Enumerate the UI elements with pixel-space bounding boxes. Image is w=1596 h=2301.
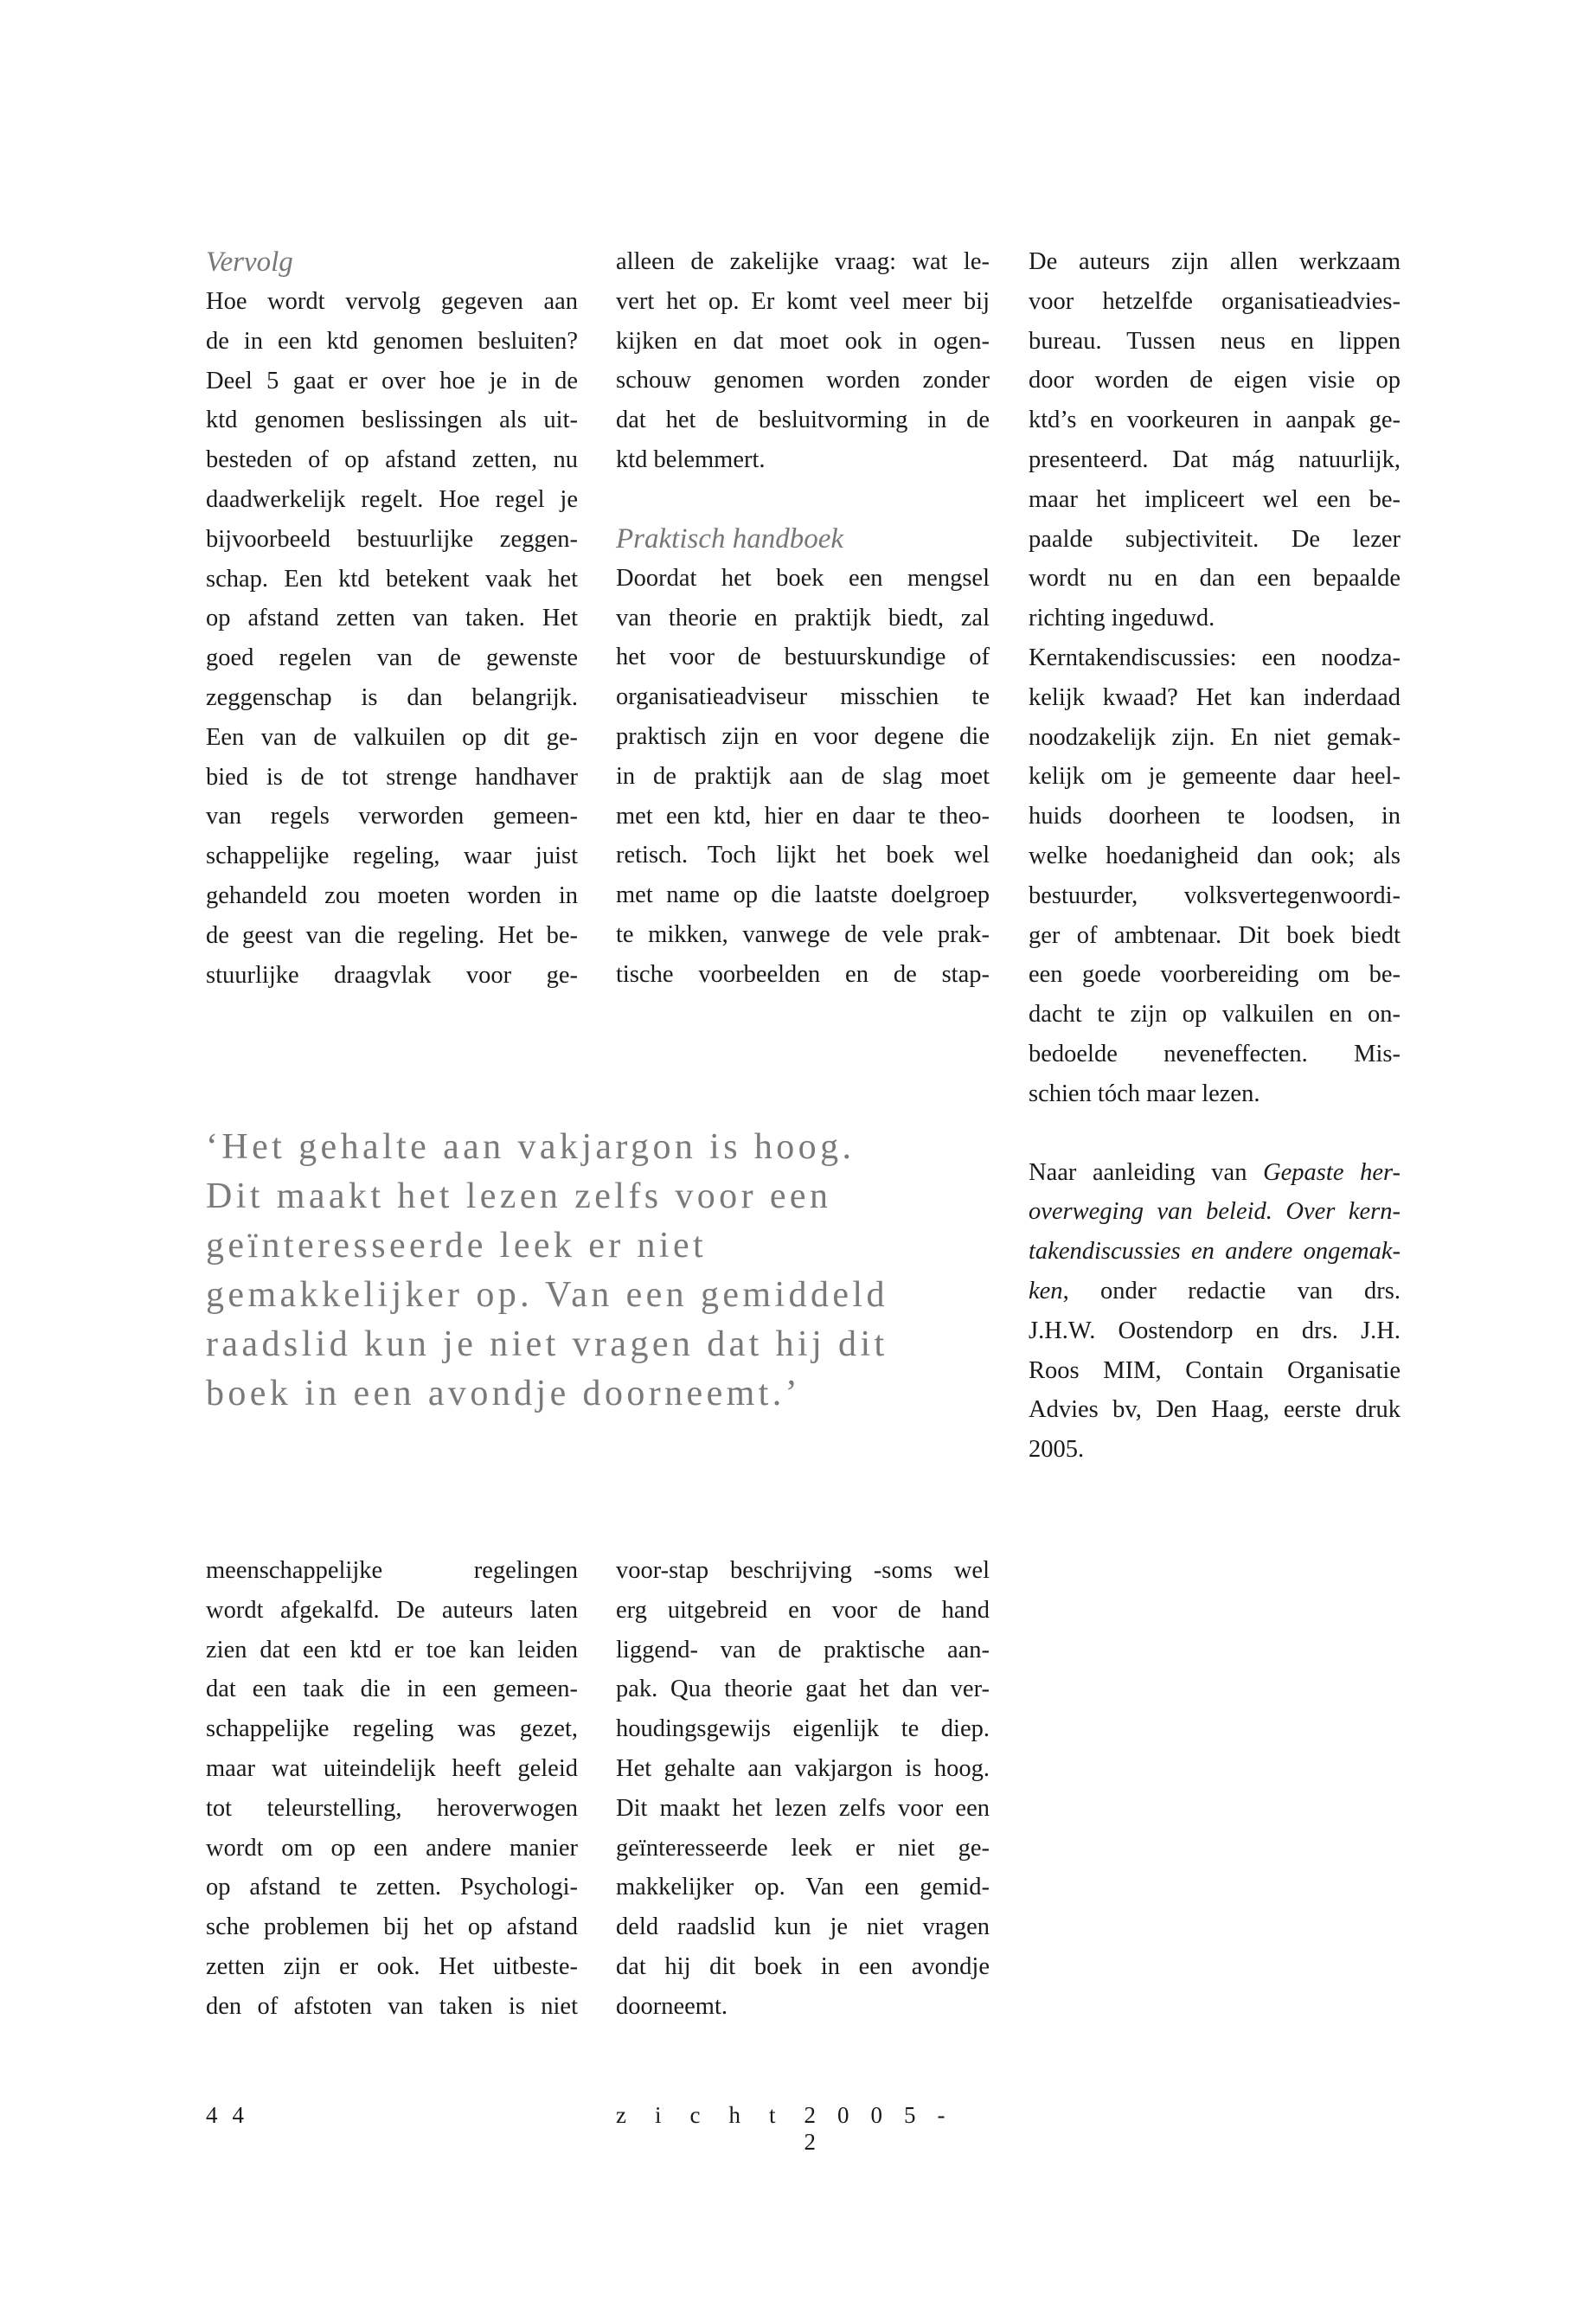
quote-line: raadslid kun je niet vragen dat hij dit (206, 1324, 888, 1364)
text-line: door worden de eigen visie op (1029, 367, 1401, 394)
text-line: paalde subjectiviteit. De lezer (1029, 525, 1401, 553)
text-line: richting ingeduwd. (1029, 605, 1215, 632)
text-line: zetten zijn er ook. Het uitbeste- (206, 1952, 578, 1980)
text-line: houdingsgewijs eigenlijk te diep. (616, 1715, 990, 1743)
reference-line: Advies bv, Den Haag, eerste druk (1029, 1396, 1401, 1424)
paragraph-conclusion (1029, 242, 1401, 1114)
column-4 (206, 1551, 578, 2027)
text-line: organisatieadviseur misschien te (616, 683, 990, 711)
paragraph-gap (1029, 1114, 1401, 1153)
text-line: makkelijker op. Van een gemid- (616, 1874, 990, 1901)
text-line: zien dat een ktd er toe kan leiden (206, 1636, 578, 1663)
text-line: van theorie en praktijk biedt, zal (616, 604, 990, 631)
text-line: een goede voorbereiding om be- (1029, 961, 1401, 989)
text-line: met een ktd, hier en daar te theo- (616, 802, 990, 830)
text-line: voor hetzelfde organisatieadvies- (1029, 287, 1401, 315)
text-line: zeggenschap is dan belangrijk. (206, 683, 578, 711)
text-line: Een van de valkuilen op dit ge- (206, 723, 578, 751)
column-3 (1029, 242, 1401, 1470)
book-title: Gepaste her- (1263, 1158, 1401, 1186)
quote-line: boek in een avondje doorneemt.’ (206, 1374, 802, 1413)
book-title: overweging van beleid. Over kern- (1029, 1198, 1401, 1226)
paragraph-vervolg (206, 282, 578, 995)
text-line: besteden of op afstand zetten, nu (206, 446, 578, 474)
text-line: ger of ambtenaar. Dit boek biedt (1029, 921, 1401, 949)
text-line: schien tóch maar lezen. (1029, 1080, 1260, 1107)
section-heading-vervolg: Vervolg (206, 247, 293, 278)
pull-quote (206, 1123, 984, 1419)
text-line: schappelijke regeling was gezet, (206, 1715, 578, 1743)
text-line: ktd genomen beslissingen als uit- (206, 407, 578, 434)
text-line: van regels verworden gemeen- (206, 803, 578, 830)
text-line: de in een ktd genomen besluiten? (206, 327, 578, 355)
paragraph-continued (206, 1551, 578, 2027)
text-line: dacht te zijn op valkuilen en on- (1029, 1001, 1401, 1029)
text-line: noodzakelijk zijn. En niet gemak- (1029, 723, 1401, 751)
text-line: Kerntakendiscussies: een noodza- (1029, 644, 1401, 671)
text-line: dat het de besluitvorming in de (616, 407, 990, 434)
text-line: bureau. Tussen neus en lippen (1029, 327, 1401, 355)
reference-editors: , onder redactie van drs. (1062, 1277, 1401, 1304)
text-line: sche problemen bij het op afstand (206, 1913, 578, 1941)
text-line: geïnteresseerde leek er niet ge- (616, 1834, 990, 1862)
column-1 (206, 242, 578, 995)
quote-line: geïnteresseerde leek er niet (206, 1226, 708, 1266)
reference-intro: Naar aanleiding van (1029, 1158, 1264, 1186)
text-line: meenschappelijke regelingen (206, 1557, 578, 1584)
text-line: dat een taak die in een gemeen- (206, 1676, 578, 1703)
book-reference (1029, 1153, 1401, 1470)
text-line: pak. Qua theorie gaat het dan ver- (616, 1676, 990, 1703)
text-line: maar wat uiteindelijk heeft geleid (206, 1754, 578, 1782)
text-line: te mikken, vanwege de vele prak- (616, 920, 990, 948)
reference-line: J.H.W. Oostendorp en drs. J.H. (1029, 1317, 1401, 1344)
text-line: deld raadslid kun je niet vragen (616, 1913, 990, 1941)
text-line: kelijk om je gemeente daar heel- (1029, 763, 1401, 791)
text-line: vert het op. Er komt veel meer bij (616, 287, 990, 315)
paragraph-praktisch-handboek (616, 559, 990, 995)
book-title: ken (1029, 1277, 1063, 1304)
text-line: Deel 5 gaat er over hoe je in de (206, 367, 578, 394)
reference-line: Roos MIM, Contain Organisatie (1029, 1356, 1401, 1384)
text-line: bedoelde neveneffecten. Mis- (1029, 1040, 1401, 1067)
text-line: stuurlijke draagvlak voor ge- (206, 961, 578, 989)
text-line: bied is de tot strenge handhaver (206, 763, 578, 791)
text-line: op afstand zetten van taken. Het (206, 605, 578, 632)
paragraph-continued (616, 1551, 990, 2027)
text-line: schappelijke regeling, waar juist (206, 843, 578, 870)
text-line: bijvoorbeeld bestuurlijke zeggen- (206, 525, 578, 553)
text-line: dat hij dit boek in een avondje (616, 1952, 990, 1980)
text-line: gehandeld zou moeten worden in (206, 881, 578, 909)
text-line: in de praktijk aan de slag moet (616, 762, 990, 790)
text-line: schap. Een ktd betekent vaak het (206, 565, 578, 593)
text-line: welke hoedanigheid dan ook; als (1029, 842, 1401, 869)
text-line: Dit maakt het lezen zelfs voor een (616, 1794, 990, 1822)
text-line: voor-stap beschrijving -soms wel (616, 1557, 990, 1584)
text-line: schouw genomen worden zonder (616, 367, 990, 394)
text-line: Doordat het boek een mengsel (616, 564, 990, 592)
text-line: De auteurs zijn allen werkzaam (1029, 248, 1401, 275)
text-line: tot teleurstelling, heroverwogen (206, 1794, 578, 1822)
text-line: huids doorheen te loodsen, in (1029, 803, 1401, 830)
text-line: kijken en dat moet ook in ogen- (616, 327, 990, 355)
text-line: wordt nu en dan een bepaalde (1029, 565, 1401, 593)
reference-line: 2005. (1029, 1436, 1085, 1464)
quote-line: ‘Het gehalte aan vakjargon is hoog. (206, 1127, 856, 1167)
page-number: 44 (206, 2102, 259, 2128)
text-line: ktd’s en voorkeuren in aanpak ge- (1029, 407, 1401, 434)
text-line: tische voorbeelden en de stap- (616, 960, 990, 988)
section-heading-praktisch-handboek: Praktisch handboek (616, 522, 844, 554)
text-line: ktd belemmert. (616, 445, 766, 473)
text-line: wordt afgekalfd. De auteurs laten (206, 1596, 578, 1624)
journal-issue: 2005-2 (804, 2102, 967, 2155)
text-line: erg uitgebreid en voor de hand (616, 1596, 990, 1624)
quote-line: gemakkelijker op. Van een gemiddeld (206, 1275, 888, 1315)
text-line: den of afstoten van taken is niet (206, 1992, 578, 2020)
text-line: de geest van die regeling. Het be- (206, 921, 578, 949)
paragraph-continued (616, 242, 990, 480)
text-line: het voor de bestuurskundige of (616, 644, 990, 671)
text-line: presenteerd. Dat mág natuurlijk, (1029, 445, 1401, 473)
book-title: takendiscussies en andere ongemak- (1029, 1238, 1401, 1266)
text-line: kelijk kwaad? Het kan inderdaad (1029, 683, 1401, 711)
text-line: Het gehalte aan vakjargon is hoog. (616, 1754, 990, 1782)
text-line: Hoe wordt vervolg gegeven aan (206, 288, 578, 315)
text-line: doorneemt. (616, 1992, 728, 2020)
text-line: met name op die laatste doelgroep (616, 881, 990, 909)
column-2 (616, 242, 990, 995)
paragraph-gap (616, 480, 990, 519)
column-5 (616, 1551, 990, 2027)
text-line: alleen de zakelijke vraag: wat le- (616, 248, 990, 275)
text-line: bestuurder, volksvertegenwoordi- (1029, 881, 1401, 909)
text-line: op afstand te zetten. Psychologi- (206, 1874, 578, 1901)
text-line: wordt om op een andere manier (206, 1834, 578, 1862)
text-line: retisch. Toch lijkt het boek wel (616, 842, 990, 869)
text-line: daadwerkelijk regelt. Hoe regel je (206, 485, 578, 513)
journal-name: zicht (616, 2102, 804, 2128)
quote-line: Dit maakt het lezen zelfs voor een (206, 1176, 832, 1216)
text-line: maar het impliceert wel een be- (1029, 485, 1401, 513)
text-line: goed regelen van de gewenste (206, 644, 578, 672)
text-line: liggend- van de praktische aan- (616, 1636, 990, 1663)
journal-footer (616, 2102, 990, 2156)
text-line: praktisch zijn en voor degene die (616, 722, 990, 750)
